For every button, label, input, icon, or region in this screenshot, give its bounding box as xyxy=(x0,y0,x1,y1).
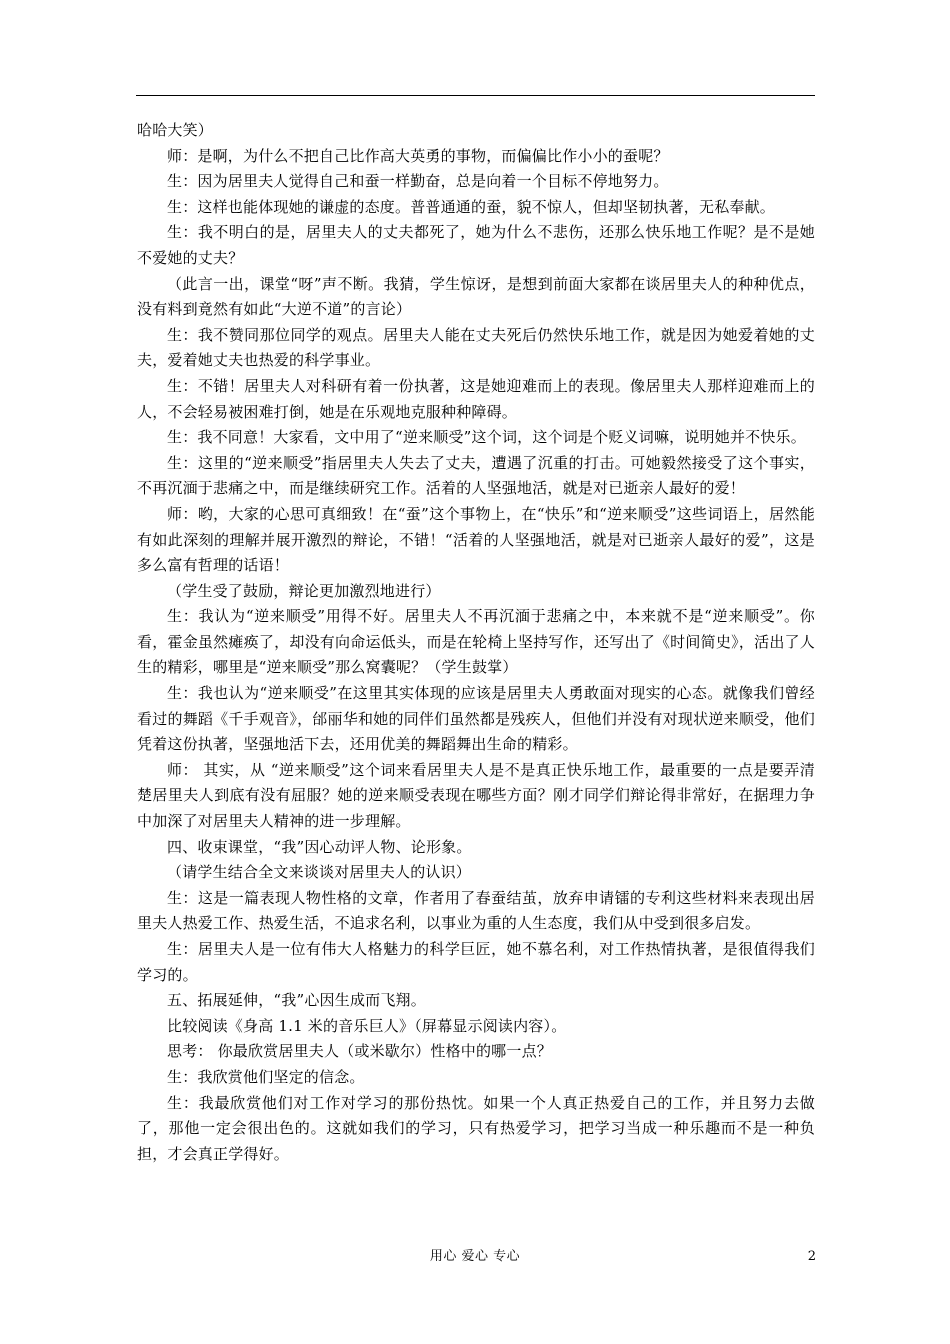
paragraph: 思考： 你最欣赏居里夫人（或米歇尔）性格中的哪一点？ xyxy=(167,1042,552,1061)
paragraph: 生：这里的“逆来顺受”指居里夫人失去了丈夫，遭遇了沉重的打击。可她毅然接受了这个事实，不再沉湎于悲痛之中，而是继续研究工作。活着的人坚强地活，就是对已逝亲人最好的爱！ xyxy=(137,453,815,498)
paragraph: 师：是啊，为什么不把自己比作高大英勇的事物，而偏偏比作小小的蚕呢？ xyxy=(167,146,669,165)
paragraph: 师： 其实，从 “逆来顺受”这个词来看居里夫人是不是真正快乐地工作，最重要的一点是要弄清楚居里夫人到底有没有屈服？她的逆来顺受表现在哪些方面？刚才同学们辩论得非常好，在据理力争中加深了对居里夫人精神的进一步理解。 xyxy=(137,760,815,831)
paragraph: （请学生结合全文来谈谈对居里夫人的认识） xyxy=(167,863,472,882)
paragraph: 生：我最欣赏他们对工作对学习的那份热忱。如果一个人真正热爱自己的工作，并且努力去做了，那他一定会很出色的。这就如我们的学习，只有热爱学习，把学习当成一种乐趣而不是一种负担，才会真正学得好。 xyxy=(137,1093,815,1163)
paragraph: 生：这是一篇表现人物性格的文章，作者用了春蚕结茧，放弃申请镭的专利这些材料来表现出居里夫人热爱工作、热爱生活，不追求名利，以事业为重的人生态度，我们从中受到很多启发。 xyxy=(137,888,815,933)
paragraph: 生：我不赞同那位同学的观点。居里夫人能在丈夫死后仍然快乐地工作，就是因为她爱着她的丈夫，爱着她丈夫也热爱的科学事业。 xyxy=(137,325,815,370)
section-heading: 五、拓展延伸，“我”心因生成而飞翔。 xyxy=(167,991,426,1010)
paragraph: 生：这样也能体现她的谦虚的态度。普普通通的蚕，貌不惊人，但却坚韧执著，无私奉献。 xyxy=(167,197,776,216)
paragraph: 哈哈大笑） xyxy=(137,121,214,139)
paragraph: （此言一出，课堂“呀”声不断。我猜，学生惊讶，是想到前面大家都在谈居里夫人的种种优点，没有料到竟然有如此“大逆不道”的言论） xyxy=(137,274,815,319)
page-number: 2 xyxy=(807,1249,816,1264)
paragraph: 生：我不同意！大家看，文中用了“逆来顺受”这个词，这个词是个贬义词嘛，说明她并不快乐。 xyxy=(167,428,806,447)
paragraph: 生：我也认为“逆来顺受”在这里其实体现的应该是居里夫人勇敢面对现实的心态。就像我们曾经看过的舞蹈《千手观音》，邰丽华和她的同伴们虽然都是残疾人，但他们并没有对现状逆来顺受，他们凭着这份执著，坚强地活下去，还用优美的舞蹈舞出生命的精彩。 xyxy=(137,684,815,754)
paragraph: 生：因为居里夫人觉得自己和蚕一样勤奋，总是向着一个目标不停地努力。 xyxy=(167,172,669,191)
paragraph: （学生受了鼓励，辩论更加激烈地进行） xyxy=(167,581,441,600)
paragraph: 师：哟，大家的心思可真细致！在“蚕”这个事物上，在“快乐”和“逆来顺受”这些词语上，居然能有如此深刻的理解并展开激烈的辩论，不错！“活着的人坚强地活，就是对已逝亲人最好的爱”，这是多么富有哲理的话语！ xyxy=(137,504,815,575)
paragraph: 生：我欣赏他们坚定的信念。 xyxy=(167,1067,365,1086)
footer-text: 用心 爱心 专心 xyxy=(429,1249,521,1264)
header-rule xyxy=(136,95,815,96)
paragraph: 生：我不明白的是，居里夫人的丈夫都死了，她为什么不悲伤，还那么快乐地工作呢？是不是她不爱她的丈夫？ xyxy=(137,223,815,267)
paragraph: 比较阅读《身高 1.1 米的音乐巨人》（屏幕显示阅读内容）。 xyxy=(167,1016,567,1035)
paragraph: 生：居里夫人是一位有伟大人格魅力的科学巨匠，她不慕名利，对工作热情执著，是很值得我们学习的。 xyxy=(137,940,815,984)
section-heading: 四、收束课堂，“我”因心动评人物、论形象。 xyxy=(167,837,472,856)
paragraph: 生：不错！居里夫人对科研有着一份执著，这是她迎难而上的表现。像居里夫人那样迎难而上的人，不会轻易被困难打倒，她是在乐观地克服种种障碍。 xyxy=(137,376,815,421)
paragraph: 生：我认为“逆来顺受”用得不好。居里夫人不再沉湎于悲痛之中，本来就不是“逆来顺受”。你看，霍金虽然瘫痪了，却没有向命运低头，而是在轮椅上坚持写作，还写出了《时间简史》，活出了人生的精彩，哪里是“逆来顺受”那么窝囊呢？（学生鼓掌） xyxy=(137,607,815,677)
document-body xyxy=(137,118,815,1167)
